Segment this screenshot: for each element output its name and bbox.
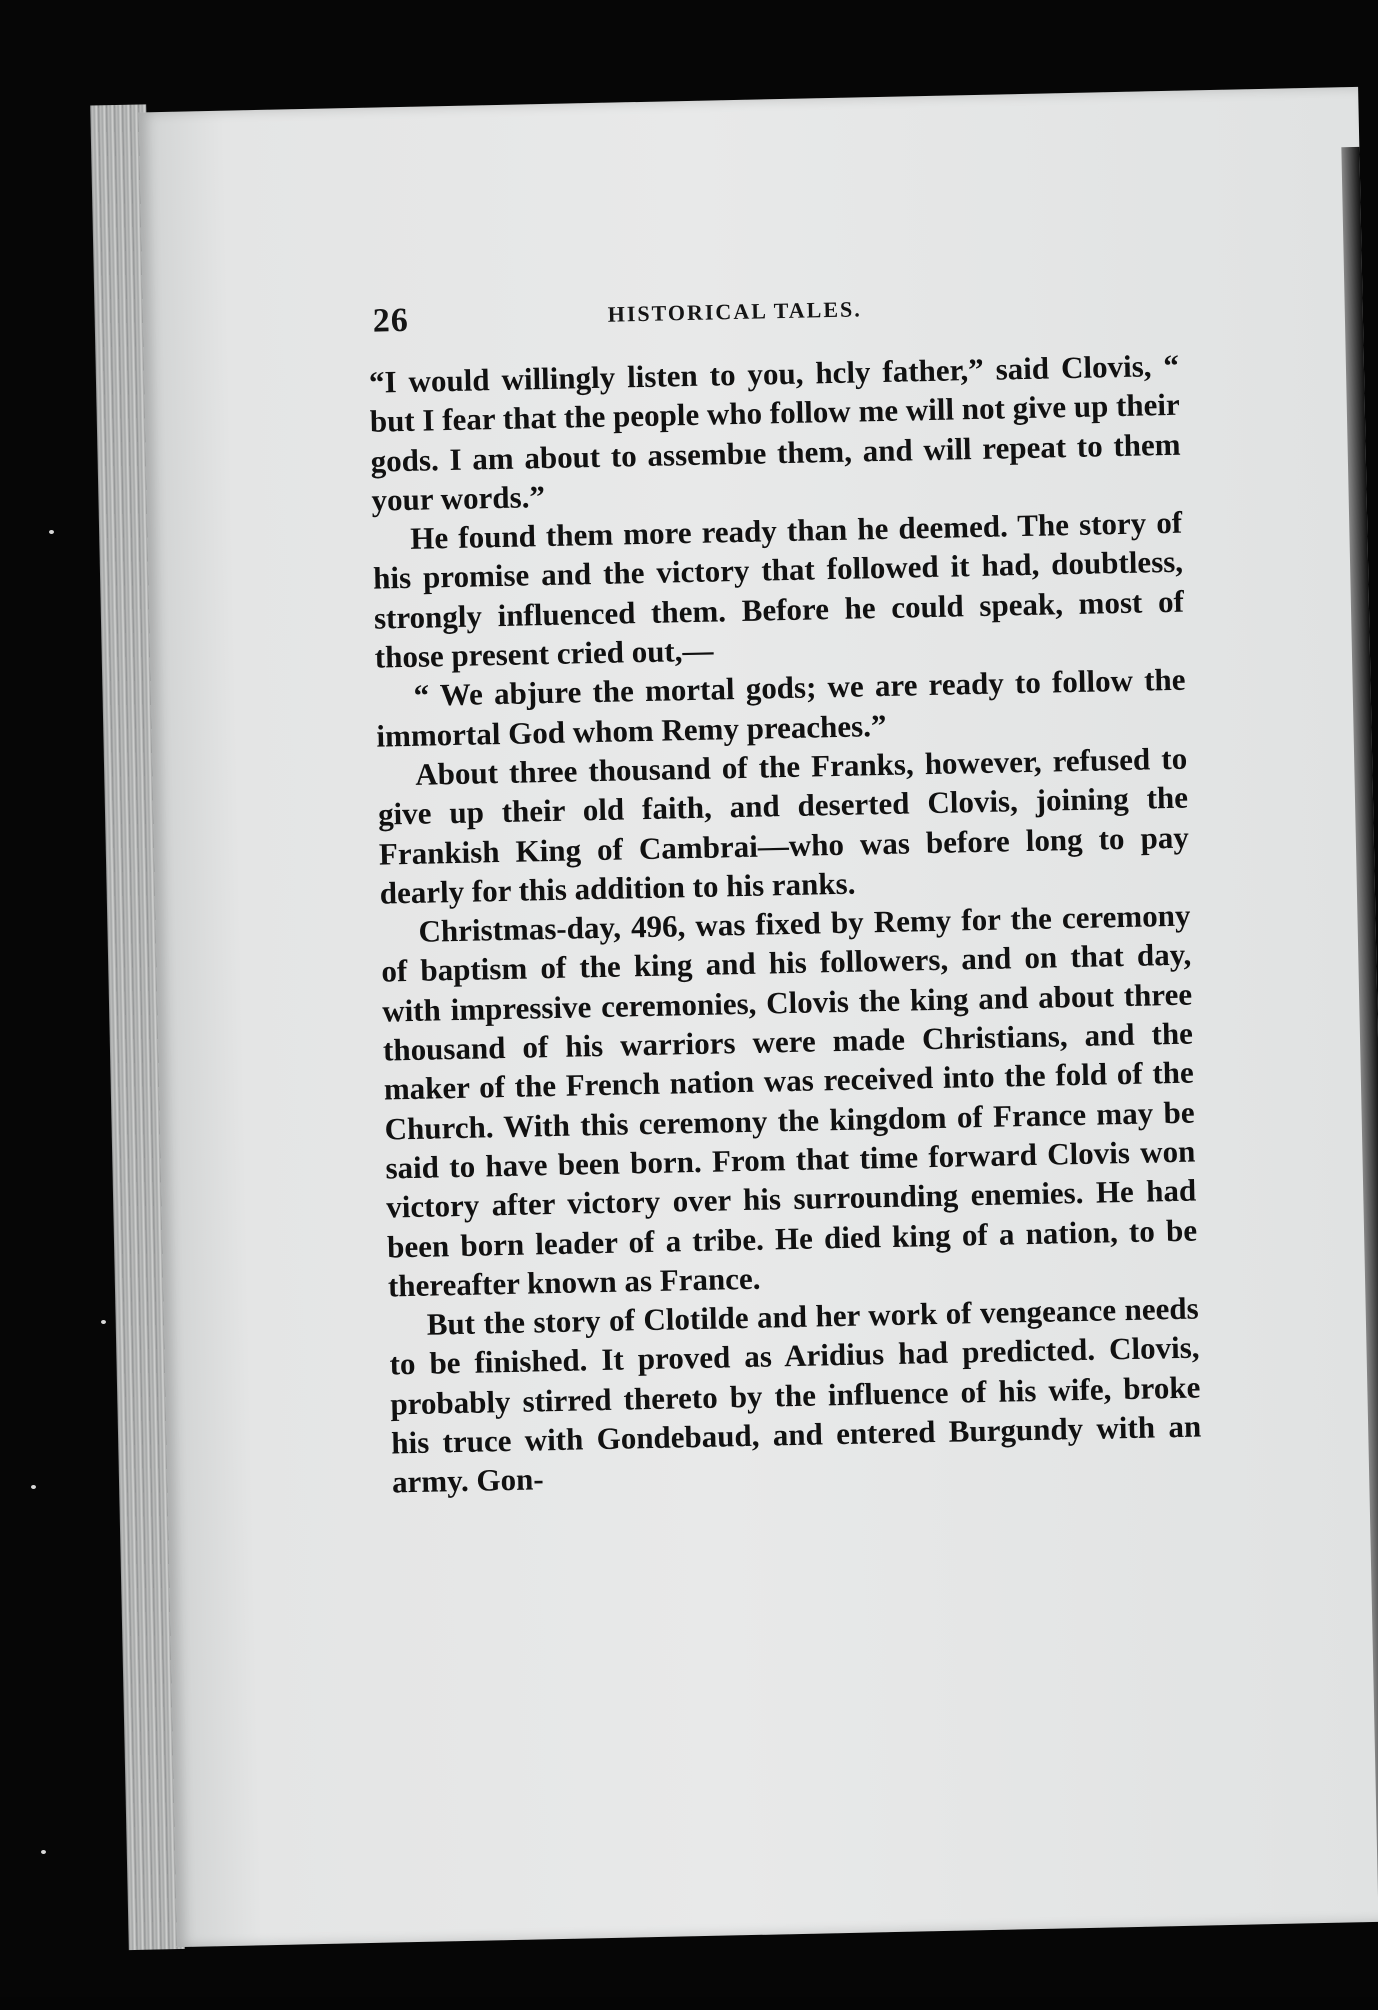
paragraph: “ We abjure the mortal gods; we are ready to follow the immortal God whom Remy preaches.” <box>376 662 1186 754</box>
scan-speck <box>101 1320 106 1324</box>
paragraph: He found them more ready than he deemed. The story of his promise and the victory that followed it had, doubtless, strongly influenced them. Before he could speak, most of those present cried out,— <box>372 504 1185 675</box>
scan-speck <box>31 1485 36 1489</box>
paragraph: “I would willingly listen to you, hcly father,” said Clovis, “ but I fear that the people who follow me will not give up their gods. I am about to assembıe them, and will repeat to them your words.” <box>368 347 1181 518</box>
paragraph: Christmas-day, 496, was fixed by Remy for the ceremony of baptism of the king and his followers, and on that day, with impressive ceremonies, Clovis the king and about three thousand of his warriors were made Christians, and the maker of the French nation was received into the fold of the Church. With this ceremony the kingdom of France may be said to have been born. From that time forward Clovis won victory after victory over his surrounding enemies. He had been born leader of a tribe. He died king of a nation, to be thereafter known as France. <box>381 897 1198 1304</box>
scan-speck <box>49 530 54 534</box>
page-text <box>369 346 1203 1502</box>
page-header <box>372 286 1173 343</box>
scan-speck <box>41 1850 46 1854</box>
running-title: HISTORICAL TALES. <box>607 296 862 327</box>
paragraph: But the story of Clotilde and her work of vengeance needs to be finished. It proved as Aridius had predicted. Clovis, probably stirred thereto by the influence of his wife, broke his truce with Gondebaud, and entered Burgundy with an army. Gon- <box>389 1290 1202 1500</box>
page-number: 26 <box>372 301 410 340</box>
paragraph: About three thousand of the Franks, however, refused to give up their old faith, and deserted Clovis, joining the Frankish King of Cambrai—who was before long to pay dearly for this addition to his ranks. <box>377 740 1190 911</box>
book-page <box>138 87 1378 1947</box>
right-page-shadow <box>1341 147 1378 1917</box>
book-page-stack <box>90 79 1378 2010</box>
